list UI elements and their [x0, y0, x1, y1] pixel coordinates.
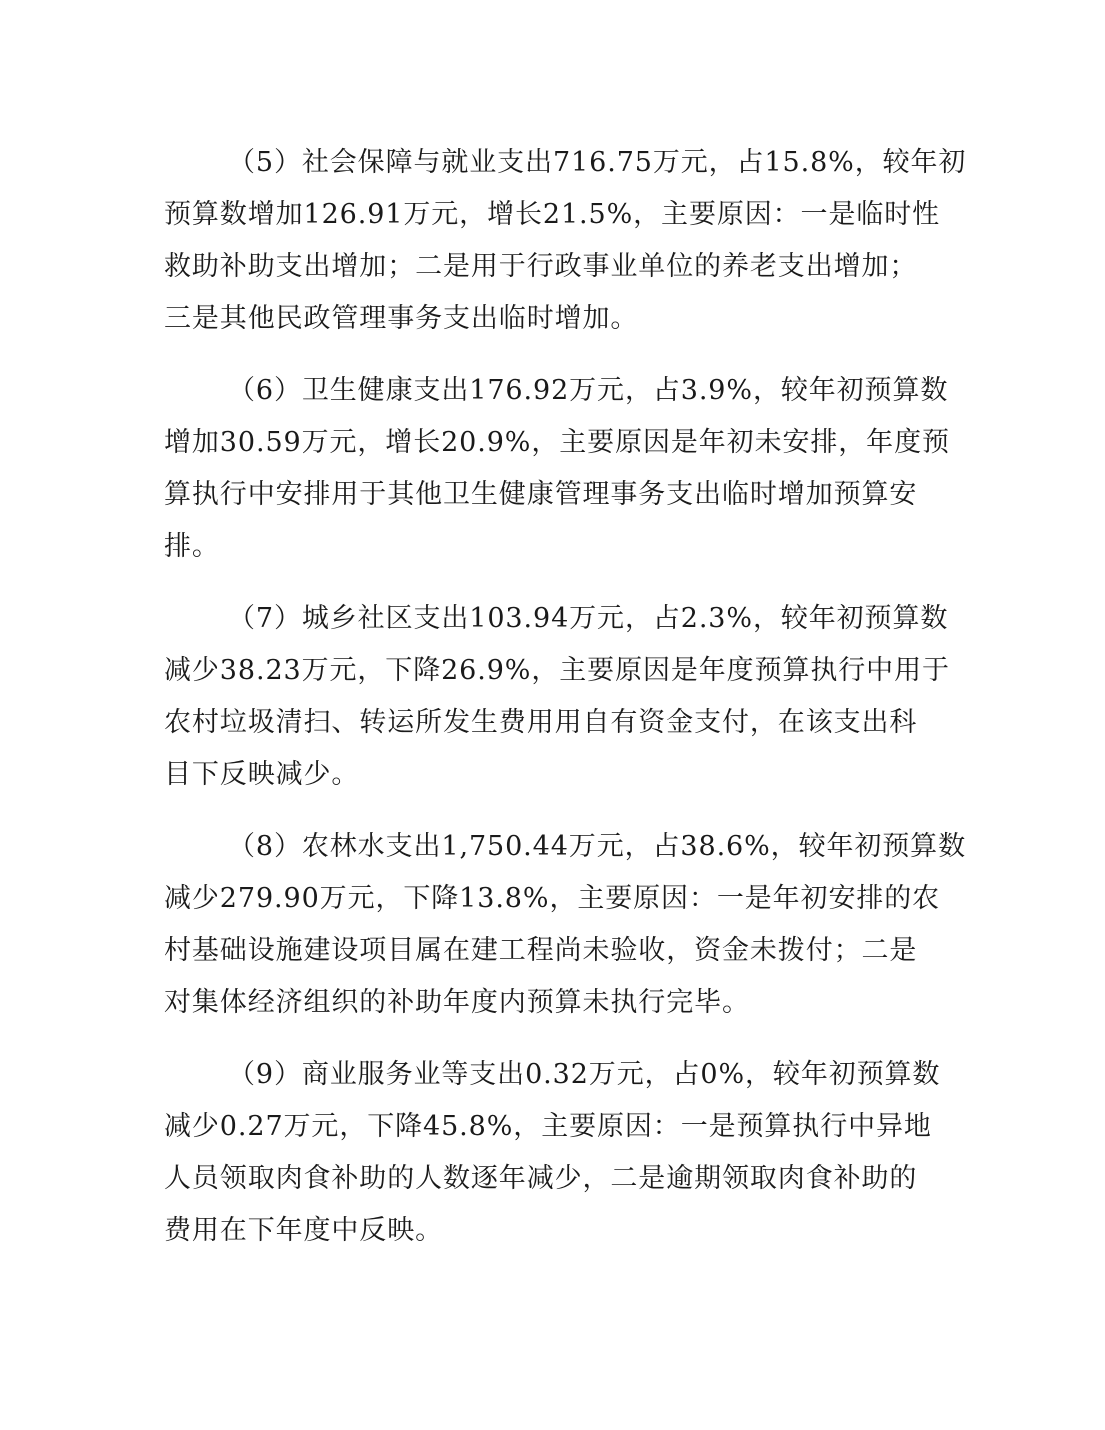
paragraph-line: 农村垃圾清扫、转运所发生费用用自有资金支付，在该支出科 [164, 707, 918, 738]
paragraph-health [164, 365, 950, 573]
paragraph-urban-rural-community [164, 593, 950, 801]
paragraph-line: 减少38.23万元，下降26.9%，主要原因是年度预算执行中用于 [164, 655, 950, 686]
paragraph-line: 费用在下年度中反映。 [164, 1215, 443, 1246]
paragraph-line: （7）城乡社区支出103.94万元，占2.3%，较年初预算数 [228, 603, 949, 634]
paragraph-line: （8）农林水支出1,750.44万元，占38.6%，较年初预算数 [228, 831, 966, 862]
paragraph-line: 减少279.90万元，下降13.8%，主要原因：一是年初安排的农 [164, 883, 941, 914]
paragraph-line: 村基础设施建设项目属在建工程尚未验收，资金未拨付；二是 [164, 935, 918, 966]
paragraph-line: 减少0.27万元，下降45.8%，主要原因：一是预算执行中异地 [164, 1111, 932, 1142]
paragraph-line: （5）社会保障与就业支出716.75万元，占15.8%，较年初 [228, 147, 967, 178]
paragraph-line: 人员领取肉食补助的人数逐年减少，二是逾期领取肉食补助的 [164, 1163, 918, 1194]
paragraph-line: 目下反映减少。 [164, 759, 360, 790]
paragraph-line: 算执行中安排用于其他卫生健康管理事务支出临时增加预算安 [164, 479, 918, 510]
paragraph-line: 三是其他民政管理事务支出临时增加。 [164, 303, 639, 334]
paragraph-line: 排。 [164, 531, 220, 562]
paragraph-line: 增加30.59万元，增长20.9%，主要原因是年初未安排，年度预 [164, 427, 950, 458]
paragraph-line: 对集体经济组织的补助年度内预算未执行完毕。 [164, 987, 750, 1018]
paragraph-line: 救助补助支出增加；二是用于行政事业单位的养老支出增加； [164, 251, 918, 282]
paragraph-social-security [164, 137, 967, 345]
paragraph-line: （6）卫生健康支出176.92万元，占3.9%，较年初预算数 [228, 375, 949, 406]
paragraph-agriculture-forestry-water [164, 821, 966, 1029]
paragraph-commerce-services [164, 1049, 944, 1257]
paragraph-line: （9）商业服务业等支出0.32万元，占0%，较年初预算数 [228, 1059, 941, 1090]
paragraph-line: 预算数增加126.91万元，增长21.5%，主要原因：一是临时性 [164, 199, 941, 230]
